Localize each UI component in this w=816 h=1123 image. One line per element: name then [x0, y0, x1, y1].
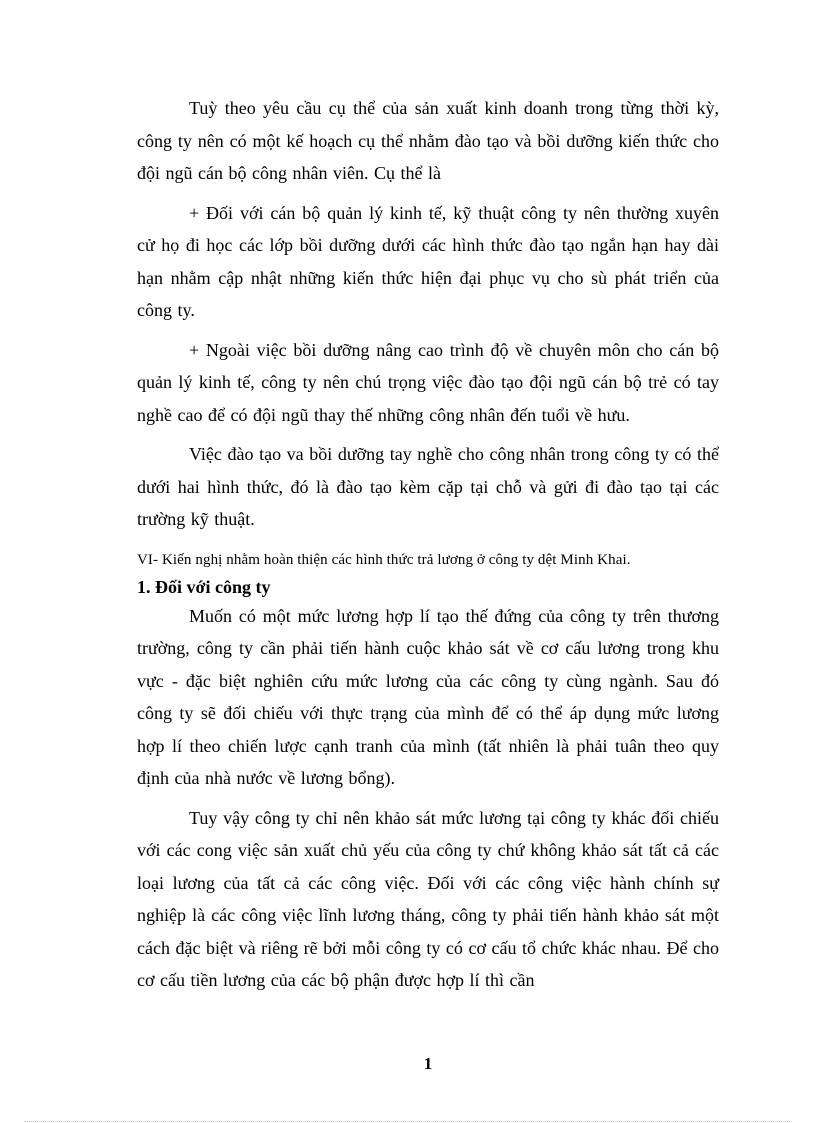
- paragraph-survey-scope: Tuy vậy công ty chỉ nên khảo sát mức lương tại công ty khác đối chiếu với các cong việc sản xuất chủ yếu của công ty chứ không khảo sát tất cả các loại lương của tất cả các công việc. Đối với các công việc hành chính sự nghiệp là các công việc lĩnh lương tháng, công ty phải tiến hành khảo sát một cách đặc biệt và riêng rẽ bởi mỗi công ty có cơ cấu tổ chức khác nhau. Để cho cơ cấu tiền lương của các bộ phận được hợp lí thì cần: [137, 807, 719, 990]
- paragraph-management-training: + Đối với cán bộ quản lý kinh tế, kỹ thuật công ty nên thường xuyên cử họ đi học các lớp bồi dưỡng dưới các hình thức đào tạo ngắn hạn hay dài hạn nhằm cập nhật những kiến thức hiện đại phục vụ cho sù phát triển của công ty.: [137, 202, 719, 320]
- section-heading: VI- Kiến nghị nhằm hoàn thiện các hình thức trả lương ở công ty dệt Minh Khai.: [137, 551, 631, 568]
- page-bottom-divider: [24, 1121, 792, 1122]
- paragraph-young-staff: + Ngoài việc bồi dưỡng nâng cao trình độ về chuyên môn cho cán bộ quản lý kinh tế, công ty nên chú trọng việc đào tạo đội ngũ cán bộ trẻ có tay nghề cao để có đội ngũ thay thế những công nhân đến tuổi về hưu.: [137, 339, 719, 425]
- paragraph-salary-survey: Muốn có một mức lương hợp lí tạo thế đứng của công ty trên thương trường, công ty cần phải tiến hành cuộc khảo sát về cơ cấu lương trong khu vực - đặc biệt nghiên cứu mức lương của các công ty cùng ngành. Sau đó công ty sẽ đối chiếu với thực trạng của mình để có thể áp dụng mức lương hợp lí theo chiến lược cạnh tranh của mình (tất nhiên là phải tuân theo quy định của nhà nước về lương bổng).: [137, 605, 719, 788]
- page-content: [137, 92, 719, 1004]
- paragraph-training-forms: Việc đào tạo va bồi dưỡng tay nghề cho công nhân trong công ty có thể dưới hai hình thức, đó là đào tạo kèm cặp tại chỗ và gửi đi đào tạo tại các trường kỹ thuật.: [137, 444, 719, 529]
- page-number: 1: [423, 1054, 433, 1073]
- paragraph-training-plan: Tuỳ theo yêu cầu cụ thể của sản xuất kinh doanh trong từng thời kỳ, công ty nên có một kế hoạch cụ thể nhằm đào tạo và bồi dưỡng kiến thức cho đội ngũ cán bộ công nhân viên. Cụ thể là: [137, 98, 719, 183]
- sub-heading: 1. Đối với công ty: [137, 576, 271, 597]
